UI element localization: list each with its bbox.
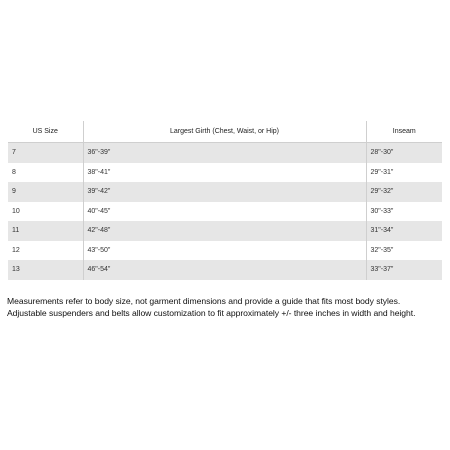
table-row xyxy=(8,260,442,280)
inseam-cell: 29"-32" xyxy=(366,182,442,202)
measurement-notes xyxy=(7,296,447,319)
table-row xyxy=(8,143,442,163)
table-row xyxy=(8,241,442,261)
inseam-cell: 33"-37" xyxy=(366,260,442,280)
girth-cell: 46"-54" xyxy=(83,260,366,280)
inseam-cell: 32"-35" xyxy=(370,246,394,254)
table-row xyxy=(8,182,442,202)
table-row xyxy=(8,202,442,222)
column-header-inseam: Inseam xyxy=(366,121,442,143)
table-row xyxy=(8,163,442,183)
inseam-cell: 29"-31" xyxy=(370,168,394,176)
column-header-us-size: US Size xyxy=(8,121,83,143)
us-size-cell: 11 xyxy=(8,221,83,241)
girth-cell: 43"-50" xyxy=(83,241,366,261)
inseam-cell: 30"-33" xyxy=(370,207,394,215)
header-row xyxy=(8,121,442,143)
us-size-cell: 12 xyxy=(12,246,20,254)
girth-cell: 40"-45" xyxy=(83,202,366,222)
note-adjustable: Adjustable suspenders and belts allow customization to fit approximately +/- three inches in width and height. xyxy=(7,307,416,318)
inseam-cell: 31"-34" xyxy=(366,221,442,241)
us-size-cell: 10 xyxy=(12,207,20,215)
inseam-cell: 28"-30" xyxy=(366,143,442,163)
size-chart-header xyxy=(8,121,442,143)
column-header-largest-girth: Largest Girth (Chest, Waist, or Hip) xyxy=(83,121,366,143)
us-size-cell: 8 xyxy=(12,168,16,176)
table-row xyxy=(8,221,442,241)
girth-cell: 36"-39" xyxy=(83,143,366,163)
girth-cell: 39"-42" xyxy=(83,182,366,202)
girth-cell: 42"-48" xyxy=(83,221,366,241)
size-chart-body xyxy=(8,143,442,280)
us-size-cell: 9 xyxy=(8,182,83,202)
note-body-size: Measurements refer to body size, not garment dimensions and provide a guide that fits most body styles. xyxy=(7,296,401,306)
us-size-cell: 13 xyxy=(8,260,83,280)
us-size-cell: 7 xyxy=(8,143,83,163)
size-chart-table xyxy=(8,121,442,280)
girth-cell: 38"-41" xyxy=(83,163,366,183)
